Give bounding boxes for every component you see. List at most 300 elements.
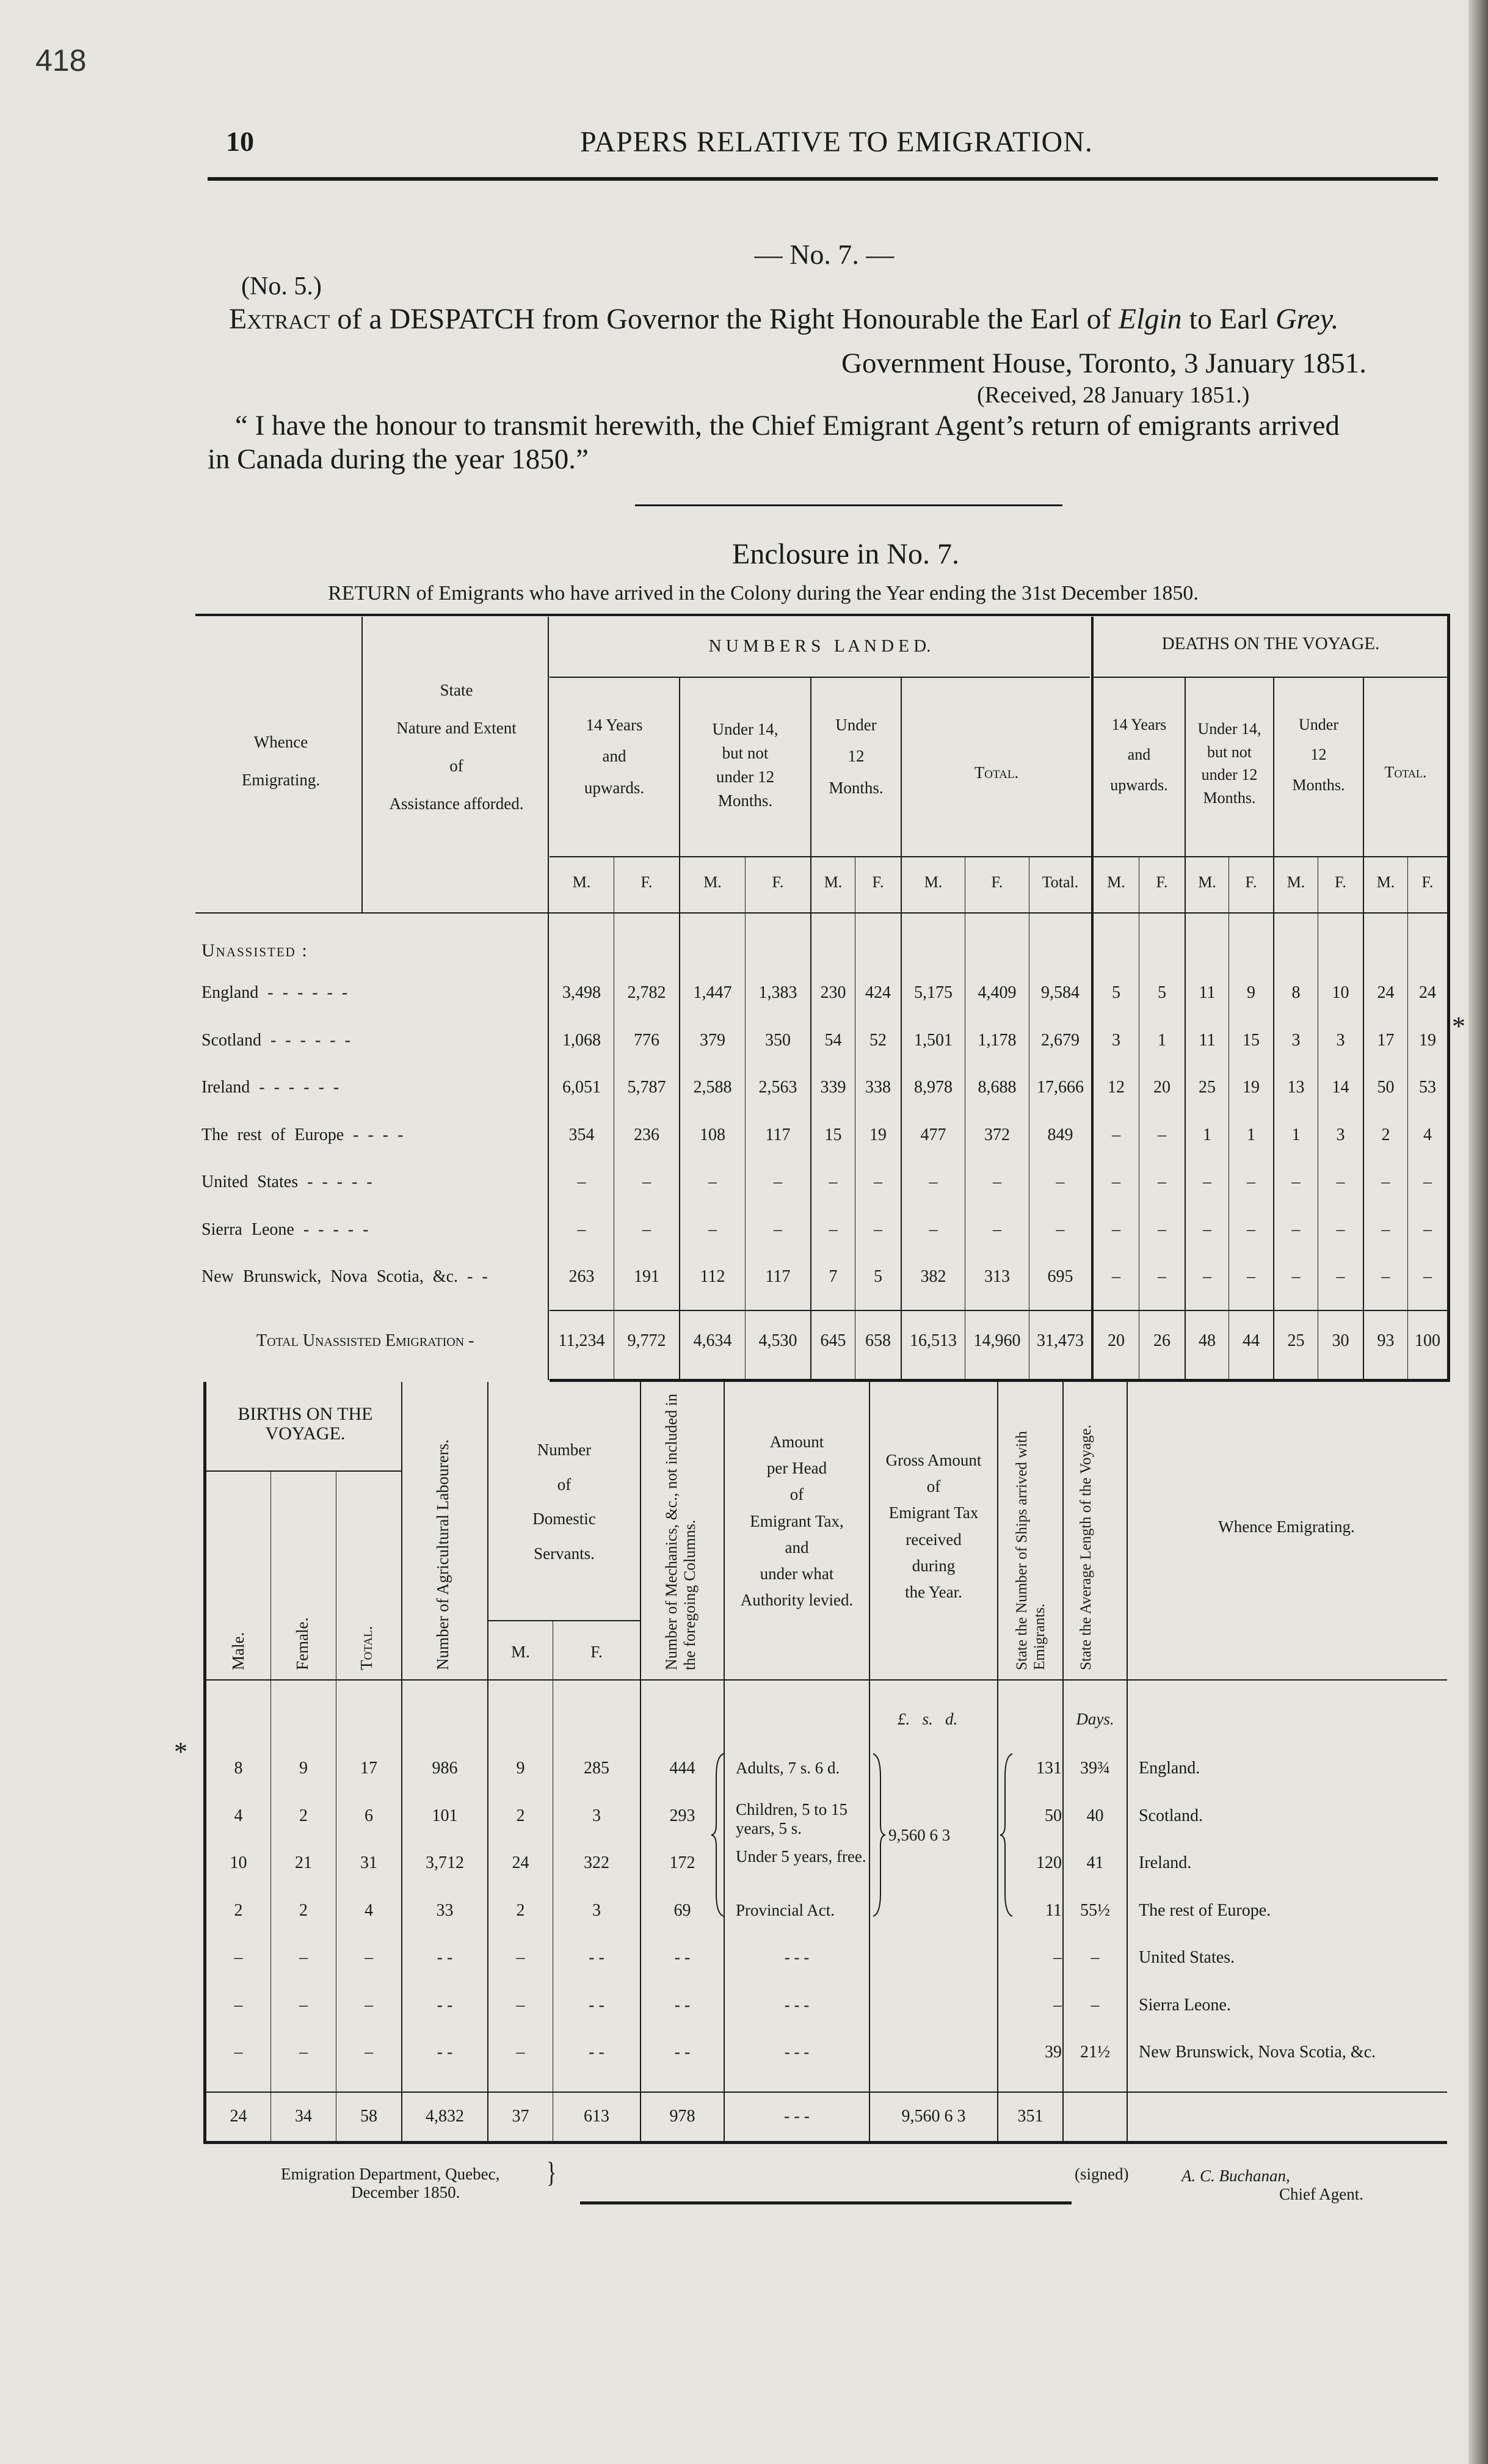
header-whence-2: Whence Emigrating. [1218, 1517, 1355, 1536]
mf-header-cell: F. [872, 873, 884, 891]
received-line: (Received, 28 January 1851.) [977, 382, 1250, 408]
data-cell: – [929, 1172, 938, 1191]
births-cell: 293 [669, 1806, 695, 1825]
mf-header-cell: F. [1421, 873, 1434, 891]
total-cell: 4,634 [693, 1331, 732, 1350]
data-cell: – [774, 1172, 782, 1191]
data-cell: 15 [1243, 1031, 1260, 1050]
data-cell: 2,563 [758, 1078, 797, 1097]
births-total-cell: 351 [1017, 2107, 1043, 2126]
whence-cell: The rest of Europe. [1139, 1901, 1271, 1920]
header-deaths-under-12: Under 12 Months. [1292, 716, 1345, 794]
total-cell: 11,234 [558, 1331, 605, 1350]
data-cell: – [1247, 1172, 1255, 1191]
mf-header-cell: M. [924, 873, 943, 891]
births-cell: – [516, 2043, 525, 2062]
total-cell: 16,513 [910, 1331, 957, 1350]
footer-rule [580, 2201, 1072, 2204]
whence-cell: United States. [1139, 1948, 1235, 1967]
data-cell: 230 [820, 983, 846, 1002]
whence-cell: England. [1139, 1759, 1200, 1778]
data-cell: 54 [824, 1031, 842, 1050]
data-cell: 11 [1199, 1031, 1216, 1050]
data-cell: 354 [568, 1125, 595, 1144]
data-cell: – [1112, 1220, 1120, 1239]
births-total-cell: 4,832 [426, 2107, 464, 2126]
days-cell: 39¾ [1080, 1759, 1110, 1778]
data-cell: 338 [865, 1078, 891, 1097]
data-cell: 5 [1112, 983, 1120, 1002]
births-cell: 10 [230, 1853, 247, 1872]
ships-cell: 120 [1036, 1853, 1062, 1872]
tax-rate-cell: - - - [784, 1948, 810, 1966]
header-numbers-landed: N U M B E R S L A N D E D. [708, 636, 931, 656]
births-cell: – [516, 1996, 525, 2015]
data-cell: 2,782 [627, 983, 666, 1002]
data-cell: – [1247, 1267, 1255, 1286]
data-cell: 263 [568, 1267, 595, 1286]
header-ships: State the Number of Ships arrived with Emigrants. [1014, 1431, 1048, 1670]
births-cell: - - [589, 1948, 604, 1967]
births-cell: 3,712 [426, 1853, 464, 1872]
data-cell: – [1336, 1220, 1345, 1239]
data-cell: 350 [765, 1031, 791, 1050]
whence-cell: New Brunswick, Nova Scotia, &c. [1139, 2043, 1376, 2062]
total-cell: 26 [1153, 1331, 1170, 1350]
page-number: 418 [35, 43, 87, 78]
despatch-title: Extract of a DESPATCH from Governor the Right Honourable the Earl of Elgin to Earl Grey. [229, 303, 1339, 335]
total-cell: 9,772 [627, 1331, 666, 1350]
data-cell: – [874, 1172, 882, 1191]
header-births-total: Total. [357, 1626, 376, 1670]
data-cell: – [993, 1220, 1001, 1239]
days-cell: 41 [1086, 1853, 1104, 1872]
data-cell: – [708, 1172, 717, 1191]
data-cell: – [1203, 1267, 1211, 1286]
ships-cell: 11 [1045, 1901, 1062, 1920]
births-cell: 444 [669, 1759, 695, 1778]
total-unassisted-label: Total Unassisted Emigration - [256, 1331, 474, 1350]
days-cell: – [1091, 1948, 1100, 1967]
tax-rate-cell: Under 5 years, free. [736, 1847, 866, 1866]
gross-amount-value: 9,560 6 3 [888, 1826, 951, 1844]
data-cell: 117 [765, 1125, 791, 1144]
footer-date: December 1850. [351, 2183, 460, 2201]
data-cell: – [1336, 1172, 1345, 1191]
births-total-cell: 9,560 6 3 [901, 2107, 966, 2126]
units-days: Days. [1076, 1710, 1114, 1728]
births-cell: - - [674, 1948, 691, 1967]
data-cell: – [1203, 1172, 1211, 1191]
data-cell: 17,666 [1037, 1078, 1084, 1097]
data-cell: 1 [1158, 1031, 1166, 1050]
asterisk-marker-right: * [1452, 1011, 1465, 1041]
births-cell: – [365, 2043, 373, 2062]
mf-header-cell: F. [641, 873, 653, 891]
data-cell: – [1203, 1220, 1211, 1239]
footer-name: A. C. Buchanan, [1181, 2167, 1290, 2185]
births-cell: 4 [365, 1901, 373, 1920]
data-cell: – [1381, 1172, 1390, 1191]
header-state: State Nature and Extent of Assistance afforded. [389, 681, 524, 813]
header-births: BIRTHS ON THE VOYAGE. [238, 1404, 373, 1444]
births-cell: 3 [592, 1806, 601, 1825]
header-amount-per-head: Amount per Head of Emigrant Tax, and under what Authority levied. [740, 1433, 854, 1610]
total-cell: 44 [1243, 1331, 1260, 1350]
data-cell: – [1291, 1172, 1301, 1191]
data-cell: – [774, 1220, 782, 1239]
data-cell: 14 [1332, 1078, 1349, 1097]
whence-cell: Ireland. [1139, 1853, 1192, 1872]
data-cell: – [1291, 1220, 1301, 1239]
data-cell: 19 [1419, 1031, 1436, 1050]
total-cell: 31,473 [1037, 1331, 1084, 1350]
data-cell: – [1158, 1267, 1166, 1286]
data-cell: 6,051 [562, 1078, 601, 1097]
mf-header-cell: F. [991, 873, 1003, 891]
data-cell: – [577, 1172, 586, 1191]
mf-header-cell: M. [1287, 873, 1305, 891]
data-cell: 108 [700, 1125, 725, 1144]
data-cell: – [1247, 1220, 1255, 1239]
data-cell: 1 [1203, 1125, 1211, 1144]
data-cell: 236 [634, 1125, 659, 1144]
header-whence: Whence Emigrating. [241, 733, 321, 790]
header-female: Female. [293, 1617, 311, 1670]
days-cell: 21½ [1080, 2043, 1110, 2062]
births-cell: 31 [360, 1853, 377, 1872]
births-cell: 69 [673, 1901, 691, 1920]
header-domestic-m: M. [511, 1643, 530, 1661]
header-under-12: Under 12 Months. [829, 716, 884, 797]
data-cell: 379 [700, 1031, 725, 1050]
data-cell: 15 [824, 1125, 842, 1144]
births-total-cell: - - - [784, 2107, 810, 2126]
tax-rate-cell: Provincial Act. [736, 1901, 835, 1919]
row-label: United States - - - - - [201, 1172, 372, 1191]
data-cell: – [1112, 1125, 1120, 1144]
births-cell: 21 [295, 1853, 312, 1872]
letter-line-2: in Canada during the year 1850.” [208, 443, 589, 475]
total-cell: 30 [1332, 1331, 1349, 1350]
return-title: RETURN of Emigrants who have arrived in the Colony during the Year ending the 31st December 1850. [328, 582, 1199, 605]
total-cell: 645 [820, 1331, 846, 1350]
row-label: England - - - - - - [201, 983, 348, 1002]
data-cell: – [1158, 1172, 1166, 1191]
separator-rule [635, 504, 1062, 506]
total-cell: 14,960 [973, 1331, 1021, 1350]
mf-header-cell: M. [824, 873, 843, 891]
data-cell: 8 [1291, 983, 1301, 1002]
running-head-title: PAPERS RELATIVE TO EMIGRATION. [580, 126, 1093, 158]
births-cell: 17 [360, 1759, 377, 1778]
births-cell: – [234, 1948, 243, 1967]
births-cell: 172 [669, 1853, 695, 1872]
row-label: New Brunswick, Nova Scotia, &c. - - [201, 1267, 488, 1286]
data-cell: – [1112, 1267, 1120, 1286]
data-cell: 25 [1199, 1078, 1216, 1097]
data-cell: 477 [920, 1125, 946, 1144]
data-cell: – [1112, 1172, 1120, 1191]
births-cell: - - [437, 2043, 453, 2062]
footer-brace: } [546, 2157, 557, 2189]
ships-cell: – [1053, 1996, 1062, 2015]
births-cell: – [516, 1948, 525, 1967]
data-cell: 2,588 [693, 1078, 732, 1097]
births-total-cell: 58 [360, 2107, 377, 2126]
births-cell: – [365, 1996, 373, 2015]
data-cell: 1,178 [978, 1031, 1017, 1050]
data-cell: – [642, 1172, 651, 1191]
ships-cell: 131 [1036, 1759, 1062, 1778]
data-cell: 12 [1108, 1078, 1125, 1097]
data-cell: 424 [865, 983, 891, 1002]
births-cell: 2 [516, 1806, 525, 1825]
header-deaths-total: Total. [1384, 763, 1427, 781]
page-edge-shadow [1468, 0, 1488, 2464]
ships-cell: 39 [1045, 2043, 1062, 2062]
mf-header-cell: M. [703, 873, 722, 891]
births-cell: – [299, 1948, 308, 1967]
unassisted-label: Unassisted : [201, 940, 308, 961]
row-label: Sierra Leone - - - - - [201, 1220, 369, 1239]
data-cell: 3 [1291, 1031, 1301, 1050]
dateline: Government House, Toronto, 3 January 1851. [841, 347, 1366, 379]
whence-cell: Scotland. [1139, 1806, 1203, 1825]
data-cell: – [1336, 1267, 1345, 1286]
tax-rate-cell: - - - [784, 1996, 810, 2014]
data-cell: 1,501 [914, 1031, 953, 1050]
header-deaths: DEATHS ON THE VOYAGE. [1161, 634, 1380, 653]
data-cell: – [1423, 1267, 1432, 1286]
data-cell: 1,447 [693, 983, 732, 1002]
letter-line-1: “ I have the honour to transmit herewith, the Chief Emigrant Agent’s return of emigrants arrived [235, 410, 1340, 442]
tax-rate-cell: Adults, 7 s. 6 d. [736, 1759, 840, 1777]
data-cell: – [829, 1220, 838, 1239]
footer-signed: (signed) [1075, 2165, 1129, 2183]
births-cell: 8 [234, 1759, 243, 1778]
header-mechanics: Number of Mechanics, &c., not included in the foregoing Columns. [662, 1394, 699, 1670]
data-cell: 5,175 [914, 983, 953, 1002]
header-agricultural: Number of Agricultural Labourers. [434, 1439, 452, 1670]
data-cell: 339 [820, 1078, 846, 1097]
ships-cell: 50 [1045, 1806, 1062, 1825]
tax-rate-cell: - - - [784, 2043, 810, 2061]
data-cell: 52 [869, 1031, 887, 1050]
data-cell: 372 [984, 1125, 1010, 1144]
data-cell: – [1381, 1267, 1390, 1286]
header-deaths-14: 14 Years and upwards. [1110, 716, 1168, 794]
data-cell: – [1056, 1172, 1065, 1191]
data-cell: 53 [1419, 1078, 1436, 1097]
data-cell: 1,068 [562, 1031, 601, 1050]
data-cell: 24 [1377, 983, 1395, 1002]
row-label: Ireland - - - - - - [201, 1078, 339, 1097]
whence-cell: Sierra Leone. [1139, 1996, 1231, 2015]
total-cell: 25 [1287, 1331, 1305, 1350]
births-cell: 986 [432, 1759, 458, 1778]
ships-cell: – [1053, 1948, 1062, 1967]
footer-department: Emigration Department, Quebec, [281, 2165, 500, 2183]
births-cell: - - [674, 2043, 691, 2062]
mf-header-cell: M. [572, 873, 591, 891]
folio-number: 10 [226, 126, 254, 157]
data-cell: 849 [1047, 1125, 1073, 1144]
data-cell: 2 [1381, 1125, 1390, 1144]
data-cell: 20 [1153, 1078, 1170, 1097]
header-total: Total. [974, 763, 1019, 782]
days-cell: 40 [1086, 1806, 1104, 1825]
births-cell: 9 [516, 1759, 525, 1778]
total-cell: 4,530 [758, 1331, 797, 1350]
data-cell: – [1423, 1220, 1432, 1239]
data-cell: – [993, 1172, 1001, 1191]
data-cell: 2,679 [1041, 1031, 1080, 1050]
births-cell: 9 [299, 1759, 308, 1778]
header-under-14: Under 14, but not under 12 Months. [712, 720, 778, 810]
data-cell: – [708, 1220, 717, 1239]
data-cell: 1 [1291, 1125, 1301, 1144]
doc-number: — No. 7. — [754, 239, 895, 270]
data-cell: 382 [920, 1267, 946, 1286]
data-cell: 9,584 [1041, 983, 1080, 1002]
data-cell: 5 [874, 1267, 882, 1286]
data-cell: 3,498 [562, 983, 601, 1002]
births-total-cell: 978 [669, 2107, 695, 2126]
data-cell: – [1381, 1220, 1390, 1239]
row-label: The rest of Europe - - - - [201, 1125, 404, 1144]
births-cell: - - [674, 1996, 691, 2015]
births-cell: 24 [512, 1853, 529, 1872]
data-cell: 3 [1336, 1031, 1345, 1050]
data-cell: 1 [1247, 1125, 1255, 1144]
data-cell: – [642, 1220, 651, 1239]
data-cell: 10 [1332, 983, 1349, 1002]
header-rule [208, 177, 1438, 181]
data-cell: 776 [634, 1031, 659, 1050]
data-cell: 50 [1377, 1078, 1395, 1097]
births-cell: – [234, 1996, 243, 2015]
births-cell: 4 [234, 1806, 243, 1825]
data-cell: – [1158, 1125, 1166, 1144]
data-cell: – [829, 1172, 838, 1191]
data-cell: – [577, 1220, 586, 1239]
births-cell: - - [589, 1996, 604, 2015]
data-cell: – [1291, 1267, 1301, 1286]
mf-header-cell: M. [1198, 873, 1216, 891]
data-cell: – [1158, 1220, 1166, 1239]
footer-title: Chief Agent. [1279, 2185, 1363, 2203]
data-cell: 7 [829, 1267, 838, 1286]
data-cell: 1,383 [758, 983, 797, 1002]
header-voyage-length: State the Average Length of the Voyage. [1078, 1425, 1094, 1670]
tax-rate-cell: Children, 5 to 15 years, 5 s. [736, 1800, 847, 1838]
data-cell: – [1056, 1220, 1065, 1239]
header-domestic-f: F. [590, 1643, 603, 1661]
data-cell: 5,787 [627, 1078, 666, 1097]
asterisk-marker-left: * [174, 1737, 187, 1767]
header-male: Male. [229, 1632, 247, 1670]
total-cell: 658 [865, 1331, 891, 1350]
mf-header-cell: F. [1245, 873, 1257, 891]
births-total-cell: 613 [584, 2107, 609, 2126]
data-cell: – [929, 1220, 938, 1239]
mf-header-cell: F. [772, 873, 784, 891]
mf-header-cell: F. [1335, 873, 1346, 891]
births-cell: - - [437, 1996, 453, 2015]
row-label: Scotland - - - - - - [201, 1031, 350, 1050]
mf-header-cell: M. [1107, 873, 1125, 891]
gross-brace [872, 1753, 890, 1917]
total-cell: 93 [1377, 1331, 1395, 1350]
births-cell: 3 [592, 1901, 601, 1920]
data-cell: 117 [765, 1267, 791, 1286]
data-cell: 19 [1243, 1078, 1260, 1097]
data-cell: 11 [1199, 983, 1216, 1002]
data-cell: 4 [1423, 1125, 1432, 1144]
header-domestic: Number of Domestic Servants. [532, 1441, 596, 1563]
mf-header-cell: F. [1156, 873, 1168, 891]
births-cell: – [299, 1996, 308, 2015]
births-total-cell: 37 [512, 2107, 529, 2126]
total-cell: 20 [1108, 1331, 1125, 1350]
births-cell: - - [589, 2043, 604, 2062]
births-cell: 33 [436, 1901, 454, 1920]
births-cell: 6 [365, 1806, 373, 1825]
births-cell: 2 [234, 1901, 243, 1920]
mf-header-cell: Total. [1042, 873, 1079, 891]
data-cell: 13 [1287, 1078, 1305, 1097]
units-money: £. s. d. [898, 1710, 958, 1728]
data-cell: – [1423, 1172, 1432, 1191]
births-cell: - - [437, 1948, 453, 1967]
births-cell: 285 [584, 1759, 609, 1778]
enclosure-heading: Enclosure in No. 7. [732, 538, 959, 570]
mf-header-cell: M. [1376, 873, 1395, 891]
data-cell: – [874, 1220, 882, 1239]
sub-number: (No. 5.) [241, 272, 322, 300]
data-cell: 3 [1336, 1125, 1345, 1144]
total-cell: 48 [1199, 1331, 1216, 1350]
births-cell: 101 [432, 1806, 458, 1825]
births-cell: – [365, 1948, 373, 1967]
header-gross-amount: Gross Amount of Emigrant Tax received during the Year. [885, 1451, 982, 1601]
header-deaths-under-14: Under 14, but not under 12 Months. [1197, 720, 1261, 807]
data-cell: 191 [634, 1267, 659, 1286]
data-cell: 8,688 [978, 1078, 1017, 1097]
data-cell: 4,409 [978, 983, 1017, 1002]
births-cell: – [299, 2043, 308, 2062]
header-14-years: 14 Years and upwards. [584, 716, 645, 797]
births-cell: 2 [299, 1806, 308, 1825]
data-cell: 17 [1377, 1031, 1395, 1050]
total-cell: 100 [1415, 1331, 1440, 1350]
births-total-cell: 34 [295, 2107, 312, 2126]
data-cell: 5 [1158, 983, 1166, 1002]
births-cell: 2 [516, 1901, 525, 1920]
data-cell: 112 [700, 1267, 725, 1286]
data-cell: 9 [1247, 983, 1255, 1002]
days-cell: – [1091, 1996, 1100, 2015]
data-cell: 24 [1419, 983, 1436, 1002]
data-cell: 8,978 [914, 1078, 953, 1097]
births-cell: – [234, 2043, 243, 2062]
data-cell: 313 [984, 1267, 1010, 1286]
data-cell: 3 [1112, 1031, 1120, 1050]
days-cell: 55½ [1080, 1901, 1110, 1920]
data-cell: 19 [869, 1125, 887, 1144]
births-cell: 2 [299, 1901, 308, 1920]
